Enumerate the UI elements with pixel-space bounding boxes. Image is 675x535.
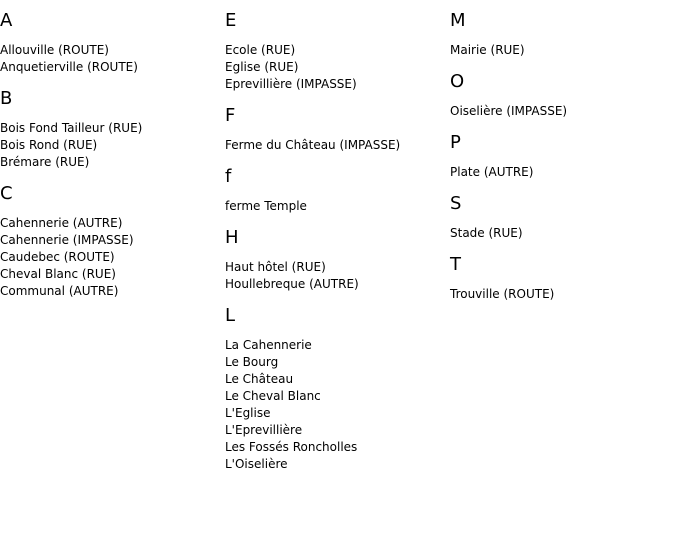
street-item[interactable]: Ecole (RUE) xyxy=(225,43,296,57)
street-item[interactable]: Caudebec (ROUTE) xyxy=(0,250,115,264)
street-item[interactable]: La Cahennerie xyxy=(225,338,312,352)
letter-group-l xyxy=(225,305,450,473)
street-item[interactable]: Le Château xyxy=(225,372,294,386)
letter-group-m xyxy=(450,10,675,59)
street-list xyxy=(450,225,675,242)
street-list xyxy=(225,198,450,215)
letter-heading: B xyxy=(0,88,13,109)
street-item[interactable]: Brémare (RUE) xyxy=(0,155,90,169)
letter-heading: L xyxy=(225,305,236,326)
street-list xyxy=(0,42,225,76)
street-item[interactable]: Le Bourg xyxy=(225,355,279,369)
street-item[interactable]: Stade (RUE) xyxy=(450,226,523,240)
letter-group-t xyxy=(450,254,675,303)
street-item[interactable]: Communal (AUTRE) xyxy=(0,284,119,298)
street-list xyxy=(0,215,225,300)
street-item[interactable]: Eprevillière (IMPASSE) xyxy=(225,77,357,91)
street-item[interactable]: Plate (AUTRE) xyxy=(450,165,534,179)
street-item[interactable]: Haut hôtel (RUE) xyxy=(225,260,326,274)
letter-heading: F xyxy=(225,105,236,126)
letter-heading: A xyxy=(0,10,13,31)
street-item[interactable]: Cheval Blanc (RUE) xyxy=(0,267,116,281)
letter-heading: C xyxy=(0,183,13,204)
letter-heading: M xyxy=(450,10,466,31)
letter-group-o xyxy=(450,71,675,120)
street-list xyxy=(450,286,675,303)
street-list xyxy=(225,42,450,93)
street-item[interactable]: L'Eglise xyxy=(225,406,271,420)
street-item[interactable]: Ferme du Château (IMPASSE) xyxy=(225,138,401,152)
letter-group-s xyxy=(450,193,675,242)
letter-heading: H xyxy=(225,227,239,248)
letter-group-p xyxy=(450,132,675,181)
street-list xyxy=(225,337,450,473)
letter-heading: E xyxy=(225,10,237,31)
street-item[interactable]: L'Eprevillière xyxy=(225,423,303,437)
letter-heading: S xyxy=(450,193,462,214)
street-item[interactable]: Oiselière (IMPASSE) xyxy=(450,104,568,118)
street-column-2 xyxy=(225,10,450,485)
letter-group-a xyxy=(0,10,225,76)
street-item[interactable]: Bois Fond Tailleur (RUE) xyxy=(0,121,143,135)
letter-group-b xyxy=(0,88,225,171)
street-item[interactable]: Allouville (ROUTE) xyxy=(0,43,109,57)
letter-group-c xyxy=(0,183,225,300)
street-column-3 xyxy=(450,10,675,315)
letter-group-f-lower xyxy=(225,166,450,215)
street-list xyxy=(450,42,675,59)
street-item[interactable]: Houllebreque (AUTRE) xyxy=(225,277,359,291)
street-list xyxy=(225,137,450,154)
street-item[interactable]: Le Cheval Blanc xyxy=(225,389,321,403)
street-item[interactable]: Cahennerie (IMPASSE) xyxy=(0,233,134,247)
letter-group-f xyxy=(225,105,450,154)
letter-group-h xyxy=(225,227,450,293)
street-item[interactable]: ferme Temple xyxy=(225,199,307,213)
street-column-1 xyxy=(0,10,225,312)
street-item[interactable]: L'Oiselière xyxy=(225,457,288,471)
letter-heading: O xyxy=(450,71,465,92)
street-list xyxy=(225,259,450,293)
street-item[interactable]: Mairie (RUE) xyxy=(450,43,525,57)
street-list xyxy=(450,164,675,181)
street-list xyxy=(450,103,675,120)
letter-heading: f xyxy=(225,166,232,187)
street-item[interactable]: Les Fossés Roncholles xyxy=(225,440,358,454)
letter-heading: T xyxy=(450,254,461,275)
street-item[interactable]: Bois Rond (RUE) xyxy=(0,138,98,152)
street-item[interactable]: Cahennerie (AUTRE) xyxy=(0,216,123,230)
letter-heading: P xyxy=(450,132,461,153)
street-item[interactable]: Anquetierville (ROUTE) xyxy=(0,60,138,74)
street-item[interactable]: Trouville (ROUTE) xyxy=(450,287,555,301)
street-item[interactable]: Eglise (RUE) xyxy=(225,60,299,74)
letter-group-e xyxy=(225,10,450,93)
street-list xyxy=(0,120,225,171)
